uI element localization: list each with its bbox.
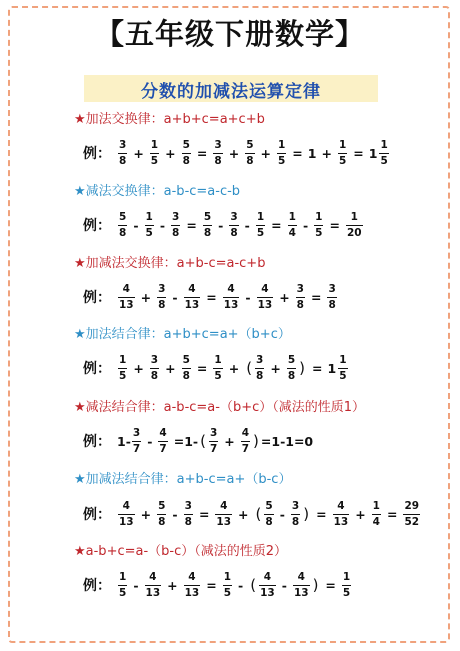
expression-text: =1-1=0 bbox=[260, 433, 314, 449]
fraction: $\frac{3}{8}$ bbox=[158, 283, 166, 311]
rule-addition-commutative: ★加法交换律：a+b+c=a+c+b bbox=[74, 112, 265, 127]
fraction: $\frac{4}{13}$ bbox=[119, 283, 134, 311]
fraction: $\frac{3}{8}$ bbox=[172, 211, 180, 239]
fraction: $\frac{3}{8}$ bbox=[230, 211, 238, 239]
fraction: $\frac{1}{5}$ bbox=[214, 354, 222, 382]
mixed-number: 1 $\frac{1}{5}$ bbox=[327, 354, 347, 382]
example-label: 例： bbox=[83, 578, 111, 594]
fraction: $\frac{4}{13}$ bbox=[293, 571, 309, 599]
fraction: $\frac{3}{8}$ bbox=[296, 283, 304, 311]
fraction: $\frac{3}{8}$ bbox=[119, 139, 127, 167]
rule-add-sub-commutative: ★加减法交换律：a+b-c=a-c+b bbox=[74, 256, 266, 271]
fraction: $\frac{1}{5}$ bbox=[145, 211, 153, 239]
example-label: 例： bbox=[83, 434, 111, 450]
mixed-number: 1 $\frac{1}{5}$ bbox=[368, 139, 388, 167]
fraction: $\frac{4}{13}$ bbox=[145, 571, 161, 599]
fraction: $\frac{3}{7}$ bbox=[209, 427, 218, 455]
fraction: $\frac{4}{13}$ bbox=[257, 283, 273, 311]
expression-text: 1- bbox=[117, 433, 131, 449]
example-label: 例： bbox=[83, 290, 111, 306]
example-subtraction-commutative: 例： $\frac{5}{8}$ - $\frac{1}{5}$ - $\frac{3}{8}$ = $\frac{5}{8}$ - $\frac{3}{8}$ - $\frac{1}{5}$ = $\frac{1}{4}$ - $\frac{1}{5}$ = $\frac{1}{20}$ bbox=[83, 211, 362, 239]
fraction: $\frac{4}{7}$ bbox=[159, 427, 167, 455]
fraction: $\frac{1}{4}$ bbox=[372, 500, 380, 528]
example-label: 例： bbox=[83, 361, 111, 377]
fraction: $\frac{4}{13}$ bbox=[184, 571, 200, 599]
fraction: $\frac{3}{8}$ bbox=[291, 500, 300, 528]
fraction: $\frac{1}{5}$ bbox=[315, 211, 323, 239]
rule-add-sub-associative: ★加减法结合律：a+b-c=a+（b-c） bbox=[74, 472, 292, 487]
page-subtitle: 分数的加减法运算定律 bbox=[141, 82, 321, 102]
fraction: $\frac{5}{8}$ bbox=[246, 139, 254, 167]
fraction: $\frac{5}{8}$ bbox=[119, 211, 127, 239]
example-add-sub-commutative: 例： $\frac{4}{13}$ + $\frac{3}{8}$ - $\frac{4}{13}$ = $\frac{4}{13}$ - $\frac{4}{13}$ + $\frac{3}{8}$ = $\frac{3}{8}$ bbox=[83, 283, 336, 311]
fraction: $\frac{1}{5}$ bbox=[277, 139, 286, 167]
fraction: $\frac{1}{5}$ bbox=[119, 571, 127, 599]
fraction: $\frac{4}{13}$ bbox=[216, 500, 232, 528]
example-label: 例： bbox=[83, 146, 111, 162]
fraction: $\frac{3}{8}$ bbox=[256, 354, 264, 382]
fraction: $\frac{4}{13}$ bbox=[333, 500, 349, 528]
fraction: $\frac{4}{13}$ bbox=[260, 571, 275, 599]
fraction: $\frac{29}{52}$ bbox=[404, 500, 420, 528]
rule-addition-associative: ★加法结合律：a+b+c=a+（b+c） bbox=[74, 327, 291, 342]
fraction: $\frac{1}{5}$ bbox=[150, 139, 159, 167]
rule-subtraction-commutative: ★减法交换律：a-b-c=a-c-b bbox=[74, 184, 241, 199]
fraction: $\frac{5}{8}$ bbox=[287, 354, 296, 382]
fraction: $\frac{5}{8}$ bbox=[182, 139, 190, 167]
fraction: $\frac{1}{4}$ bbox=[288, 211, 296, 239]
fraction: $\frac{4}{7}$ bbox=[241, 427, 250, 455]
rule-subtraction-property-2: ★a-b+c=a-（b-c）（减法的性质2） bbox=[74, 544, 288, 559]
example-label: 例： bbox=[83, 218, 111, 234]
example-add-sub-associative: 例： $\frac{4}{13}$ + $\frac{5}{8}$ - $\frac{3}{8}$ = $\frac{4}{13}$ + ( $\frac{5}{8}$ - $\frac{3}{8}$ ) = $\frac{4}{13}$ + $\frac{1}{4}$ = $\frac{29}{52}$ bbox=[83, 500, 420, 528]
fraction: $\frac{4}{13}$ bbox=[223, 283, 239, 311]
page-title: 【五年级下册数学】 bbox=[94, 17, 365, 51]
whole-number: 1 bbox=[307, 145, 317, 161]
fraction: $\frac{5}{8}$ bbox=[265, 500, 273, 528]
fraction: $\frac{1}{5}$ bbox=[338, 139, 347, 167]
fraction: $\frac{3}{8}$ bbox=[184, 500, 192, 528]
fraction: $\frac{3}{8}$ bbox=[214, 139, 222, 167]
fraction: $\frac{3}{8}$ bbox=[150, 354, 159, 382]
fraction: $\frac{5}{8}$ bbox=[158, 500, 166, 528]
fraction: $\frac{4}{13}$ bbox=[119, 500, 134, 528]
example-label: 例： bbox=[83, 507, 111, 523]
example-addition-commutative: 例： $\frac{3}{8}$ + $\frac{1}{5}$ + $\frac{5}{8}$ = $\frac{3}{8}$ + $\frac{5}{8}$ + $\frac{1}{5}$ = 1 + $\frac{1}{5}$ = 1 $\frac{1}{5}$ bbox=[83, 139, 388, 167]
fraction: $\frac{5}{8}$ bbox=[203, 211, 212, 239]
example-addition-associative: 例： $\frac{1}{5}$ + $\frac{3}{8}$ + $\frac{5}{8}$ = $\frac{1}{5}$ + ( $\frac{3}{8}$ + $\frac{5}{8}$ ) = 1 $\frac{1}{5}$ bbox=[83, 354, 347, 382]
example-subtraction-property-2: 例： $\frac{1}{5}$ - $\frac{4}{13}$ + $\frac{4}{13}$ = $\frac{1}{5}$ - ( $\frac{4}{13}$ - $\frac{4}{13}$ ) = $\frac{1}{5}$ bbox=[83, 571, 351, 599]
fraction: $\frac{1}{5}$ bbox=[342, 571, 351, 599]
fraction: $\frac{1}{5}$ bbox=[256, 211, 265, 239]
expression-text: =1- bbox=[173, 433, 199, 449]
fraction: $\frac{1}{20}$ bbox=[346, 211, 362, 239]
example-subtraction-associative: 例： 1- $\frac{3}{7}$ - $\frac{4}{7}$ =1- ( $\frac{3}{7}$ + $\frac{4}{7}$ ) =1-1=0 bbox=[83, 427, 314, 455]
fraction: $\frac{3}{7}$ bbox=[132, 427, 141, 455]
fraction: $\frac{1}{5}$ bbox=[223, 571, 232, 599]
rule-subtraction-associative: ★减法结合律：a-b-c=a-（b+c）（减法的性质1） bbox=[74, 400, 366, 415]
fraction: $\frac{1}{5}$ bbox=[119, 354, 127, 382]
fraction: $\frac{5}{8}$ bbox=[182, 354, 190, 382]
fraction: $\frac{4}{13}$ bbox=[184, 283, 200, 311]
fraction: $\frac{3}{8}$ bbox=[328, 283, 336, 311]
